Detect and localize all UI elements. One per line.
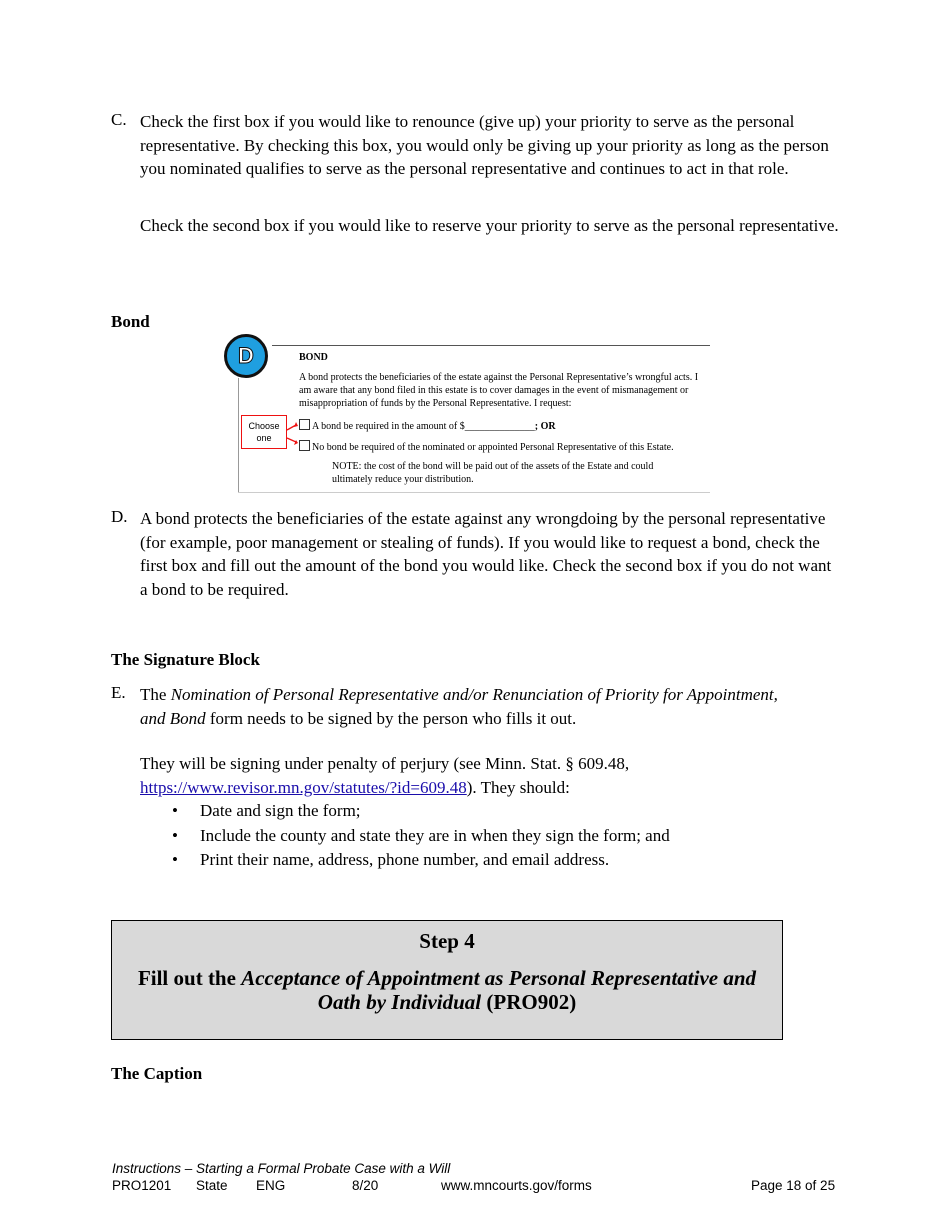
form-bottom-border — [238, 492, 710, 493]
arrows-icon — [286, 420, 300, 448]
section-e-intro: The Nomination of Personal Representative and/or Renunciation of Priority for Appointment, and Bond form needs to be signed by the person who fills it out. — [140, 685, 778, 728]
signature-heading: The Signature Block — [111, 650, 260, 669]
list-item: • Print their name, address, phone number, and email address. — [172, 848, 812, 873]
footer-language: ENG — [256, 1178, 286, 1193]
section-d-badge: D — [224, 334, 268, 378]
form-divider — [272, 345, 710, 346]
no-bond-checkbox — [299, 440, 310, 451]
footer-jurisdiction: State — [196, 1178, 228, 1193]
step-title: Step 4 — [419, 929, 475, 953]
form-left-border — [238, 378, 239, 492]
signing-instructions-list — [172, 799, 812, 873]
footer-date: 8/20 — [352, 1178, 379, 1193]
list-item: • Date and sign the form; — [172, 799, 812, 824]
list-item: • Include the county and state they are in when they sign the form; and — [172, 824, 812, 849]
footer-title: Instructions – Starting a Formal Probate Case with a Will — [112, 1161, 451, 1176]
footer-form-code: PRO1201 — [112, 1178, 172, 1193]
step-4-box — [111, 920, 783, 1040]
section-c-para2: Check the second box if you would like to reserve your priority to serve as the personal representative. — [140, 216, 839, 235]
bond-heading: Bond — [111, 312, 150, 331]
bond-form-excerpt — [224, 334, 714, 496]
section-c-para1: Check the first box if you would like to renounce (give up) your priority to serve as the personal representative. By checking this box, you would only be giving up your priority as long as the person you nominated qualifies to serve as the personal representative and continues to act in that role. — [140, 112, 829, 178]
choose-one-label: Choose one — [241, 415, 287, 449]
form-title: BOND — [299, 352, 328, 363]
form-description: A bond protects the beneficiaries of the estate against the Personal Representative’s wrongful acts. I am aware that any bond filed in this estate is to cover damages in the event of mismanagement or misappropriation of funds by the Personal Representative. I request: — [299, 372, 699, 409]
form-title-italic: Nomination of Personal Representative and/or Renunciation of Priority for Appointment, and Bond — [140, 685, 778, 728]
perjury-paragraph: They will be signing under penalty of perjury (see Minn. Stat. § 609.48, https://www.revisor.mn.gov/statutes/?id=609.48). They should: — [140, 754, 630, 797]
step-subtitle: Fill out the Acceptance of Appointment as Personal Representative and Oath by Individual (PRO902) — [137, 966, 757, 1014]
caption-heading: The Caption — [111, 1064, 203, 1083]
section-c-letter: C. — [111, 110, 127, 129]
form-option-1: A bond be required in the amount of $______________; OR — [299, 419, 556, 433]
footer-website: www.mncourts.gov/forms — [441, 1178, 592, 1193]
section-d-para: A bond protects the beneficiaries of the estate against any wrongdoing by the personal representative (for example, poor management or stealing of funds). If you would like to request a bond, check the first box and fill out the amount of the bond you would like. Check the second box if you do not want a bond to be required. — [140, 509, 832, 599]
section-d-letter: D. — [111, 507, 128, 526]
statute-link[interactable]: https://www.revisor.mn.gov/statutes/?id=609.48 — [140, 777, 467, 797]
footer-page-number: Page 18 of 25 — [751, 1178, 836, 1193]
section-e-letter: E. — [111, 683, 126, 702]
bond-required-checkbox — [299, 419, 310, 430]
form-option-2: No bond be required of the nominated or appointed Personal Representative of this Estate. — [299, 440, 674, 454]
form-note: NOTE: the cost of the bond will be paid out of the assets of the Estate and could ultimately reduce your distribution. — [332, 461, 654, 485]
